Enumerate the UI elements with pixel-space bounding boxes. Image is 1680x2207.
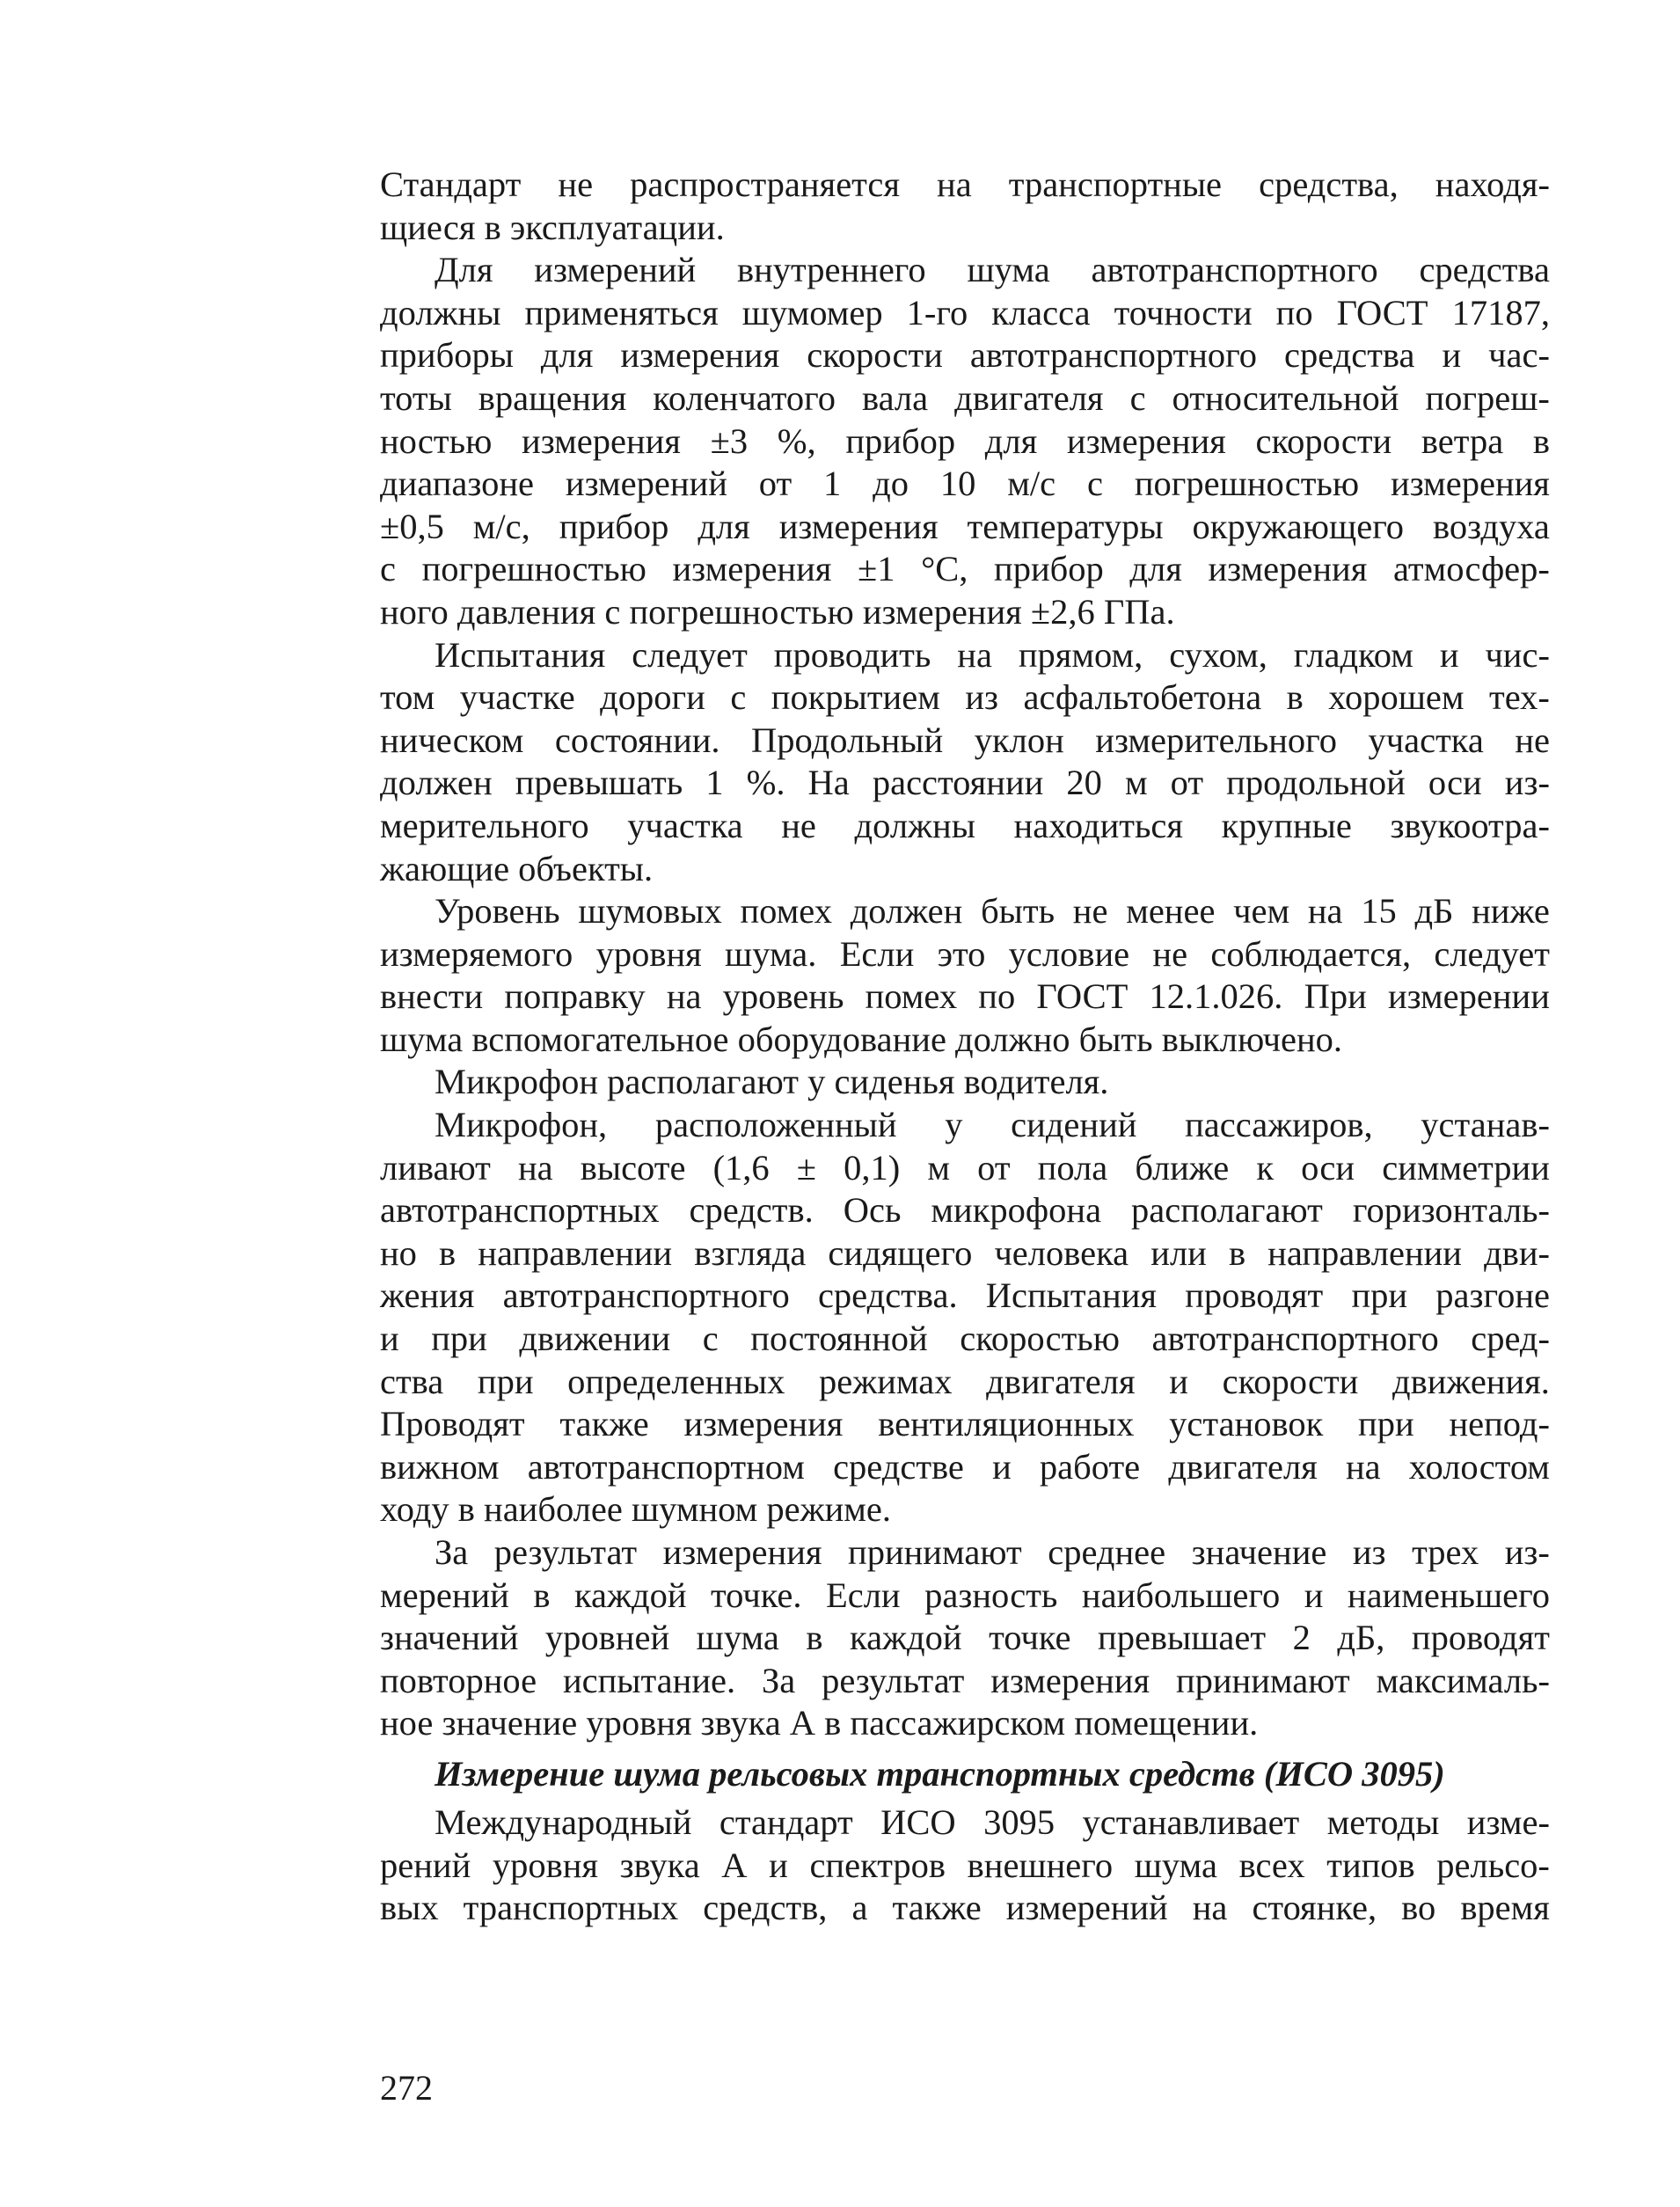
text-line: шума вспомогательное оборудование должно быть выключено. (380, 1019, 1343, 1059)
text-line: жения автотранспортного средства. Испытания проводят при разгоне (380, 1275, 1550, 1316)
text-line: Уровень шумовых помех должен быть не менее чем на 15 дБ ниже (435, 891, 1550, 932)
text-line: ходу в наиболее шумном режиме. (380, 1489, 892, 1530)
text-line: диапазоне измерений от 1 до 10 м/с с погрешностью измерения (380, 464, 1550, 504)
paragraph-passenger-mic (380, 1104, 1550, 1531)
text-line: Международный стандарт ИСО 3095 устанавливает методы изме- (435, 1801, 1550, 1842)
text-line: вых транспортных средств, а также измерений на стоянке, во время (380, 1888, 1550, 1928)
text-line: но в направлении взгляда сидящего человека или в направлении дви- (380, 1232, 1550, 1273)
text-line: жающие объекты. (380, 848, 654, 888)
text-line: Микрофон располагают у сиденья водителя. (435, 1062, 1109, 1102)
text-line: повторное испытание. За результат измерения принимают максималь- (380, 1660, 1550, 1700)
paragraph-result (380, 1531, 1550, 1745)
text-line: Микрофон, расположенный у сидений пассажиров, устанав- (435, 1105, 1550, 1145)
text-line: ническом состоянии. Продольный уклон измерительного участка не (380, 720, 1550, 760)
paragraph-driver-mic (380, 1061, 1550, 1104)
text-line: ±0,5 м/с, прибор для измерения температуры окружающего воздуха (380, 506, 1550, 546)
text-line: ное значение уровня звука А в пассажирском помещении. (380, 1703, 1259, 1743)
text-line: Для измерений внутреннего шума автотранспортного средства (435, 250, 1550, 290)
text-line: вижном автотранспортном средстве и работе двигателя на холостом (380, 1446, 1550, 1487)
text-line: ства при определенных режимах двигателя и скорости движения. (380, 1361, 1550, 1401)
text-line: должны применяться шумомер 1-го класса точности по ГОСТ 17187, (380, 292, 1550, 333)
text-line: За результат измерения принимают среднее значение из трех из- (435, 1532, 1550, 1572)
text-line: Проводят также измерения вентиляционных установок при непод- (380, 1404, 1550, 1444)
paragraph-noise-level (380, 890, 1550, 1061)
text-line: с погрешностью измерения ±1 °С, прибор для измерения атмосфер- (380, 549, 1550, 589)
text-line: Испытания следует проводить на прямом, сухом, гладком и чис- (435, 634, 1550, 675)
paragraph-iso-3095 (380, 1801, 1550, 1930)
text-line: и при движении с постоянной скоростью автотранспортного сред- (380, 1319, 1550, 1359)
paragraph-instruments (380, 249, 1550, 633)
text-line: щиеся в эксплуатации. (380, 207, 725, 247)
text-line: ливают на высоте (1,6 ± 0,1) м от пола ближе к оси симметрии (380, 1147, 1550, 1188)
text-line: приборы для измерения скорости автотранспортного средства и час- (380, 335, 1550, 376)
paragraph-test-site (380, 634, 1550, 891)
section-heading: Измерение шума рельсовых транспортных средств (ИСО 3095) (435, 1753, 1445, 1794)
text-line: должен превышать 1 %. На расстоянии 20 м от продольной оси из- (380, 763, 1550, 803)
text-line: значений уровней шума в каждой точке превышает 2 дБ, проводят (380, 1618, 1550, 1658)
text-line: ного давления с погрешностью измерения ±2,6 ГПа. (380, 591, 1175, 632)
text-line: автотранспортных средств. Ось микрофона располагают горизонталь- (380, 1190, 1550, 1231)
page-body (380, 164, 1550, 1930)
page-number: 272 (380, 2068, 433, 2108)
text-line: Стандарт не распространяется на транспортные средства, находя- (380, 164, 1550, 204)
text-line: том участке дороги с покрытием из асфальтобетона в хорошем тех- (380, 677, 1550, 718)
text-line: тоты вращения коленчатого вала двигателя с относительной погреш- (380, 377, 1550, 418)
text-line: внести поправку на уровень помех по ГОСТ 12.1.026. При измерении (380, 976, 1550, 1017)
text-line: мерений в каждой точке. Если разность наибольшего и наименьшего (380, 1575, 1550, 1615)
text-line: измеряемого уровня шума. Если это условие не соблюдается, следует (380, 933, 1550, 974)
text-line: рений уровня звука А и спектров внешнего шума всех типов рельсо- (380, 1845, 1550, 1885)
text-line: мерительного участка не должны находиться крупные звукоотра- (380, 805, 1550, 845)
text-line: ностью измерения ±3 %, прибор для измерения скорости ветра в (380, 420, 1550, 461)
paragraph-scope (380, 164, 1550, 249)
